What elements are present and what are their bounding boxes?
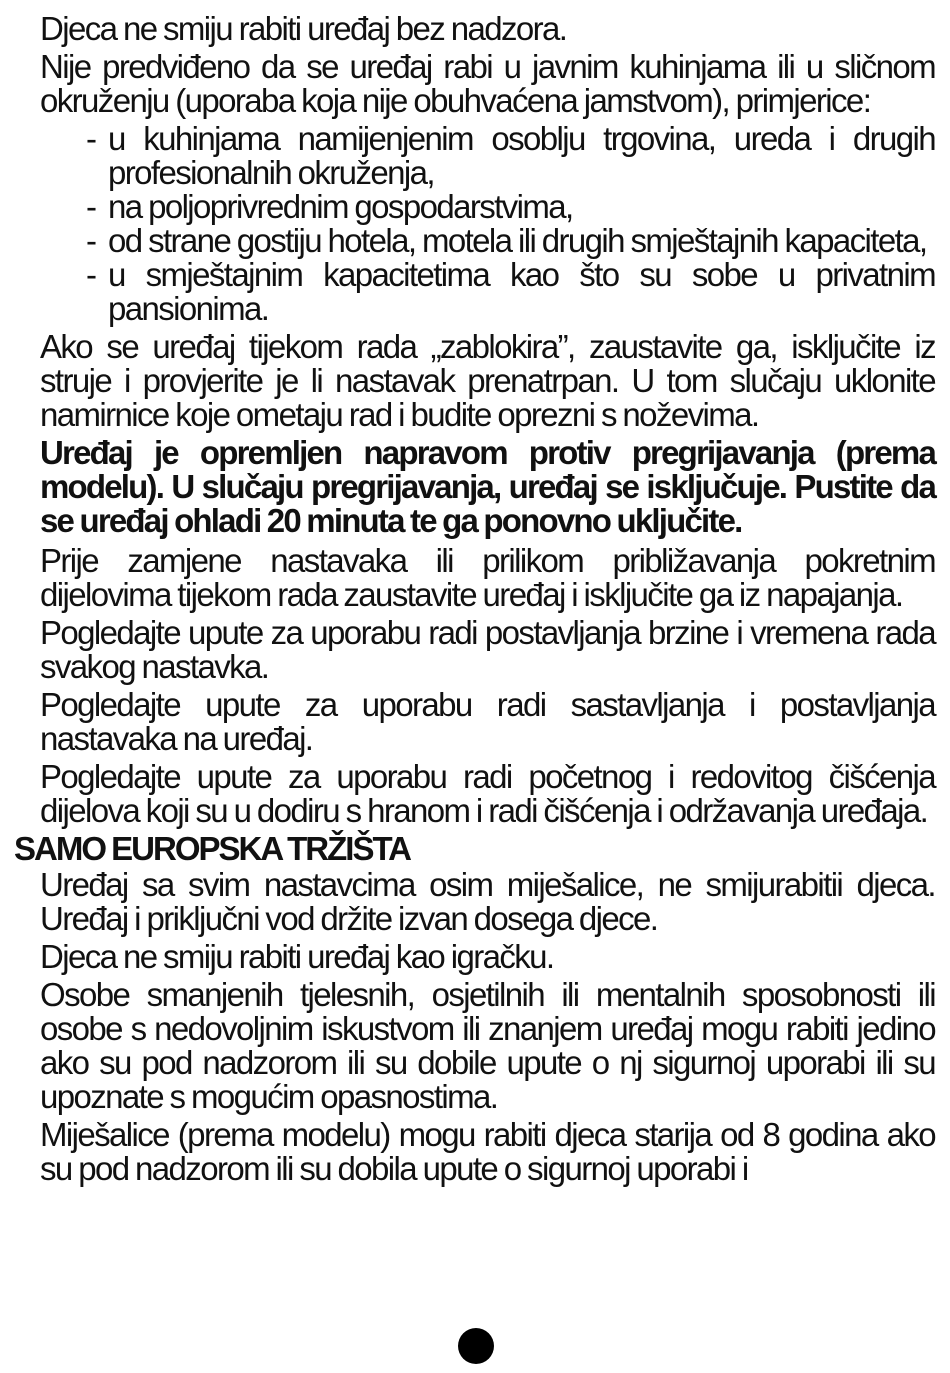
list-item-text: u smještajnim kapacitetima kao što su sobe u privatnim pansionima. xyxy=(108,256,935,327)
filled-circle-icon xyxy=(458,1328,494,1364)
bullet-dash: - xyxy=(86,188,96,225)
list-item-text: od strane gostiju hotela, motela ili drugih smještajnih kapaciteta, xyxy=(108,222,927,259)
paragraph-blender-children: Miješalice (prema modelu) mogu rabiti djeca starija od 8 godina ako su pod nadzorom ili su dobila upute o sigurnoj uporabi i xyxy=(40,1116,935,1187)
list-item xyxy=(86,224,935,258)
bullet-dash: - xyxy=(86,120,96,157)
paragraph-overheat-warning: Uređaj je opremljen napravom protiv pregrijavanja (prema modelu). U slučaju pregrijavanja, uređaj se isključuje. Pustite da se uređaj ohladi 20 minuta te ga ponovno uključite. xyxy=(40,434,935,539)
list-item xyxy=(86,258,935,326)
list-item xyxy=(86,122,935,190)
paragraph-children-accessories: Uređaj sa svim nastavcima osim miješalice, ne smijurabitii djeca. Uređaj i priključni vod držite izvan dosega djece. xyxy=(40,866,935,937)
paragraph-speed-settings: Pogledajte upute za uporabu radi postavljanja brzine i vremena rada svakog nastavka. xyxy=(40,614,935,685)
paragraph-reduced-abilities: Osobe smanjenih tjelesnih, osjetilnih ili mentalnih sposobnosti ili osobe s nedovoljnim iskustvom ili znanjem uređaj mogu rabiti jedino ako su pod nadzorom ili su dobile upute o nj sigurnoj uporabi ili su upoznate s mogućim opasnostima. xyxy=(40,976,935,1115)
bullet-dash: - xyxy=(86,256,96,293)
section-heading-european-markets: SAMO EUROPSKA TRŽIŠTA xyxy=(14,830,411,867)
paragraph-children-supervision: Djeca ne smiju rabiti uređaj bez nadzora. xyxy=(40,10,567,47)
list-item xyxy=(86,190,935,224)
excluded-uses-list xyxy=(86,122,935,326)
paragraph-not-a-toy: Djeca ne smiju rabiti uređaj kao igračku. xyxy=(40,938,554,975)
paragraph-assembly: Pogledajte upute za uporabu radi sastavljanja i postavljanja nastavaka na uređaj. xyxy=(40,686,935,757)
manual-text-body xyxy=(14,10,935,1190)
paragraph-not-intended-use: Nije predviđeno da se uređaj rabi u javnim kuhinjama ili u sličnom okruženju (uporaba koja nije obuhvaćena jamstvom), primjerice: xyxy=(40,48,935,119)
bullet-dash: - xyxy=(86,222,96,259)
list-item-text: u kuhinjama namijenjenim osoblju trgovina, ureda i drugih profesionalnih okruženja, xyxy=(108,120,935,191)
paragraph-cleaning: Pogledajte upute za uporabu radi početnog i redovitog čišćenja dijelova koji su u dodiru s hranom i radi čišćenja i održavanja uređaja. xyxy=(40,758,935,829)
list-item-text: na poljoprivrednim gospodarstvima, xyxy=(108,188,573,225)
paragraph-change-accessories: Prije zamjene nastavaka ili prilikom približavanja pokretnim dijelovima tijekom rada zaustavite uređaj i isključite ga iz napajanja. xyxy=(40,542,935,613)
paragraph-blocked-device: Ako se uređaj tijekom rada „zablokira”, zaustavite ga, isključite iz struje i provjerite je li nastavak prenatrpan. U tom slučaju uklonite namirnice koje ometaju rad i budite oprezni s noževima. xyxy=(40,328,935,433)
